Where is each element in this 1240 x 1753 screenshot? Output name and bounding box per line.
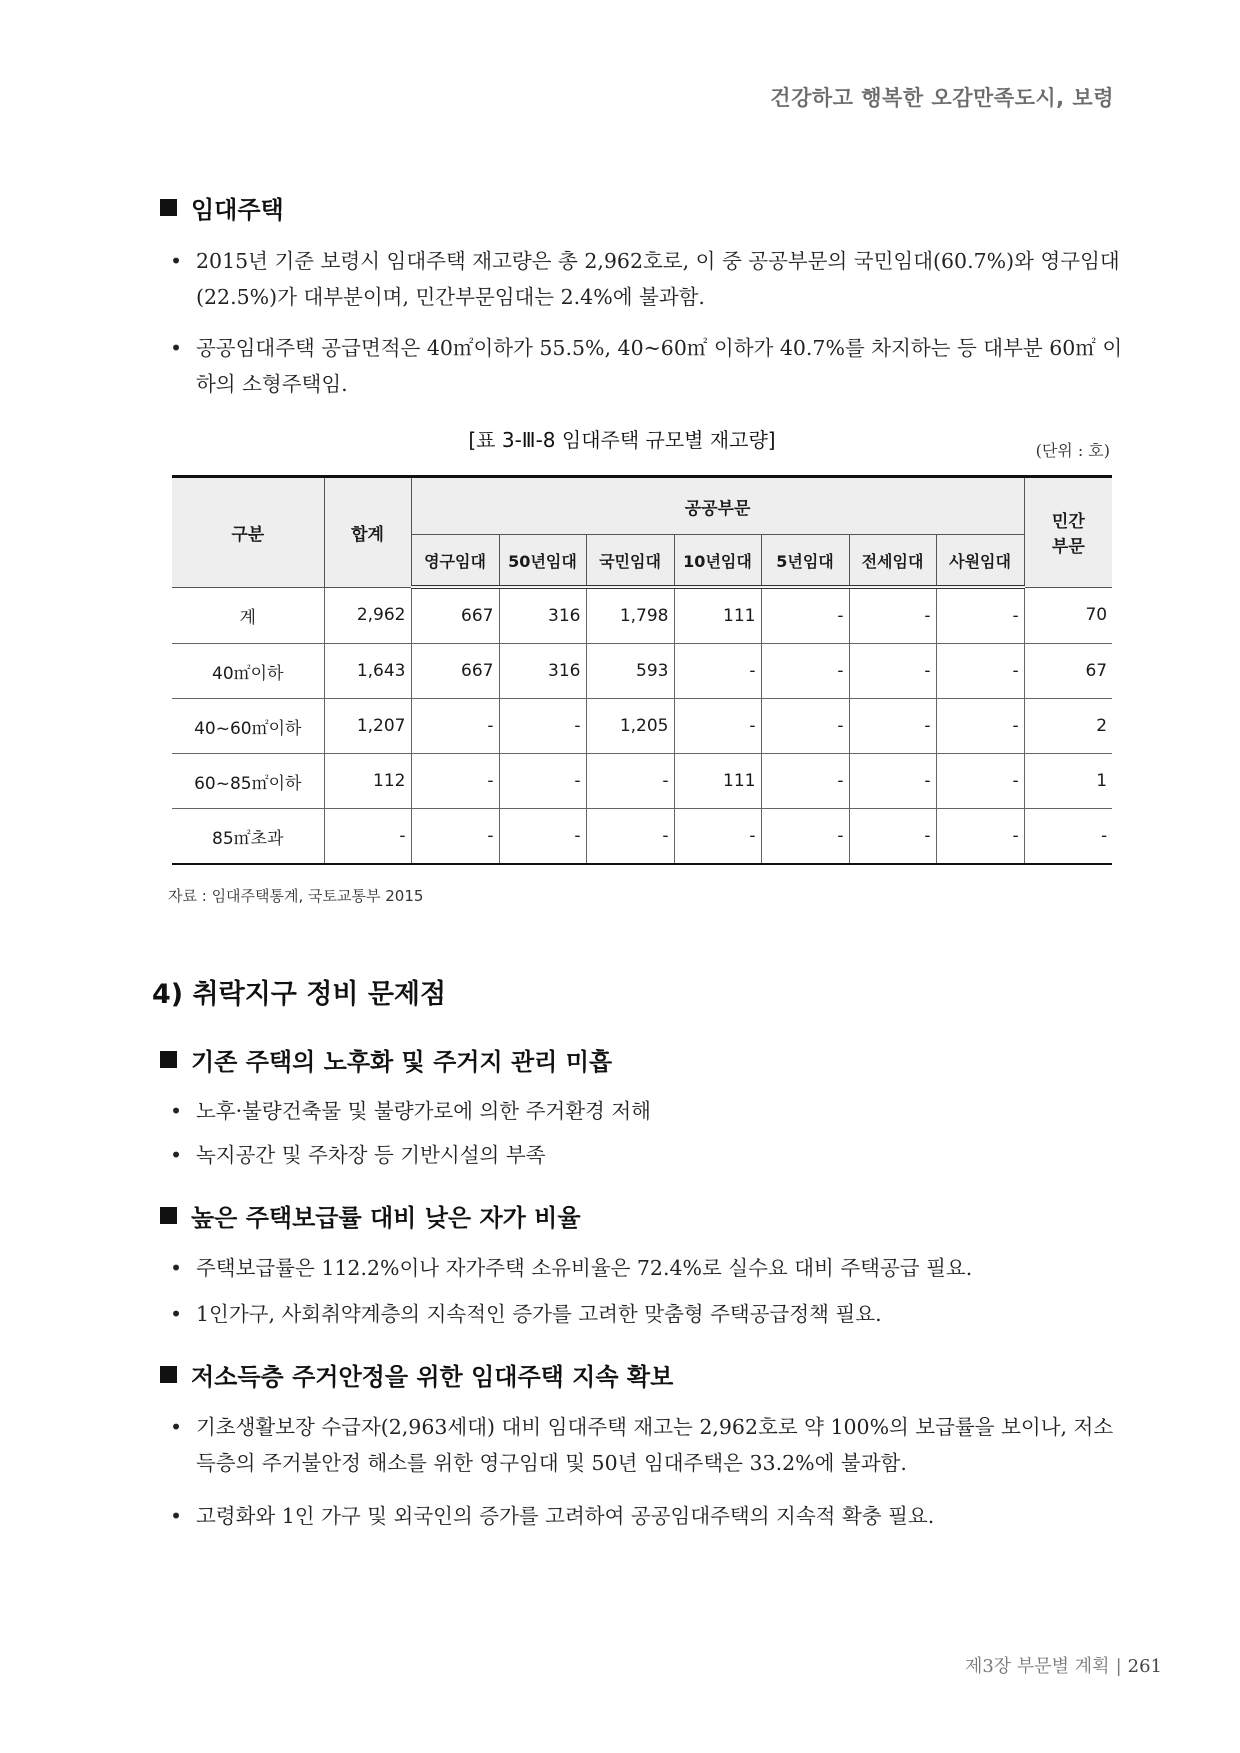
- table-cell: -: [1024, 809, 1112, 865]
- square-bullet-icon: [160, 199, 177, 216]
- section-heading-aging-housing: [160, 1042, 612, 1077]
- bullet-item: [170, 1498, 1130, 1534]
- table-row: [172, 699, 1112, 754]
- table-cell: -: [761, 587, 849, 644]
- table-cell: -: [936, 699, 1024, 754]
- table-cell: 67: [1024, 644, 1112, 699]
- table-cell: -: [586, 754, 674, 809]
- bullet-dot-icon: •: [170, 1302, 183, 1326]
- bullet-item: [170, 1137, 1130, 1173]
- table-cell: -: [849, 699, 936, 754]
- bullet-text: 기초생활보장 수급자(2,963세대) 대비 임대주택 재고는 2,962호로 약 100%의 보급률을 보이나, 저소득층의 주거불안정 해소를 위한 영구임대 및 50년 임대주택은 33.2%에 불과함.: [196, 1415, 1114, 1475]
- table-cell: 1,643: [324, 644, 411, 699]
- table-cell: 1: [1024, 754, 1112, 809]
- table-cell: 1,205: [586, 699, 674, 754]
- table-cell: 316: [499, 644, 586, 699]
- section-heading-ownership-rate: [160, 1198, 581, 1233]
- section-heading-text: 임대주택: [191, 196, 284, 224]
- bullet-dot-icon: •: [170, 336, 183, 360]
- footer-chapter: 제3장 부문별 계획: [964, 1656, 1110, 1677]
- header-private: 민간 부문: [1024, 477, 1112, 588]
- table-cell: -: [936, 809, 1024, 865]
- table-row: [172, 644, 1112, 699]
- table-cell: -: [849, 644, 936, 699]
- table-cell: -: [674, 809, 761, 865]
- bullet-dot-icon: •: [170, 1415, 183, 1439]
- row-label: 60~85㎡이하: [172, 754, 324, 809]
- table-cell: 70: [1024, 587, 1112, 644]
- table-cell: -: [761, 754, 849, 809]
- bullet-text: 공공임대주택 공급면적은 40㎡이하가 55.5%, 40~60㎡ 이하가 40.7%를 차지하는 등 대부분 60㎡ 이하의 소형주택임.: [196, 336, 1123, 396]
- table-row: [172, 754, 1112, 809]
- page-number: 261: [1127, 1656, 1162, 1677]
- table-cell: 111: [674, 587, 761, 644]
- bullet-dot-icon: •: [170, 1099, 183, 1123]
- table-cell: 667: [411, 644, 499, 699]
- bullet-item: [170, 1296, 1130, 1332]
- bullet-dot-icon: •: [170, 249, 183, 273]
- bullet-item: [170, 330, 1130, 402]
- header-public-sub: 국민임대: [586, 535, 674, 588]
- table-cell: -: [674, 699, 761, 754]
- table-cell: 1,207: [324, 699, 411, 754]
- bullet-text: 녹지공간 및 주차장 등 기반시설의 부족: [196, 1143, 546, 1167]
- table-body: [172, 587, 1112, 864]
- table-cell: 316: [499, 587, 586, 644]
- header-public: 공공부문: [411, 477, 1024, 535]
- bullet-text: 1인가구, 사회취약계층의 지속적인 증가를 고려한 맞춤형 주택공급정책 필요.: [196, 1302, 882, 1326]
- footer-separator: |: [1115, 1656, 1122, 1677]
- section-heading-rental-housing: [160, 190, 284, 225]
- bullet-text: 고령화와 1인 가구 및 외국인의 증가를 고려하여 공공임대주택의 지속적 확충 필요.: [196, 1504, 935, 1528]
- table-cell: -: [674, 644, 761, 699]
- bullet-item: [170, 1250, 1130, 1286]
- header-public-sub: 10년임대: [674, 535, 761, 588]
- table-cell: -: [411, 699, 499, 754]
- table-cell: -: [411, 809, 499, 865]
- header-public-sub: 50년임대: [499, 535, 586, 588]
- rental-housing-table: [172, 475, 1112, 865]
- table-row: [172, 809, 1112, 865]
- table-cell: 2: [1024, 699, 1112, 754]
- header-public-sub: 5년임대: [761, 535, 849, 588]
- section-heading-text: 높은 주택보급률 대비 낮은 자가 비율: [191, 1204, 581, 1232]
- running-header: 건강하고 행복한 오감만족도시, 보령: [770, 86, 1114, 110]
- table-cell: -: [849, 754, 936, 809]
- bullet-item: [170, 243, 1130, 315]
- table-cell: 593: [586, 644, 674, 699]
- bullet-dot-icon: •: [170, 1256, 183, 1280]
- table-cell: 667: [411, 587, 499, 644]
- table-cell: -: [411, 754, 499, 809]
- table-cell: -: [761, 699, 849, 754]
- row-label: 40~60㎡이하: [172, 699, 324, 754]
- header-total: 합계: [324, 477, 411, 588]
- table-cell: -: [936, 587, 1024, 644]
- section-heading-text: 저소득층 주거안정을 위한 임대주택 지속 확보: [191, 1363, 674, 1391]
- bullet-item: [170, 1409, 1130, 1481]
- bullet-dot-icon: •: [170, 1143, 183, 1167]
- table-cell: 111: [674, 754, 761, 809]
- bullet-text: 주택보급률은 112.2%이나 자가주택 소유비율은 72.4%로 실수요 대비 주택공급 필요.: [196, 1256, 973, 1280]
- table-cell: -: [761, 809, 849, 865]
- header-public-sub: 전세임대: [849, 535, 936, 588]
- table-cell: -: [849, 587, 936, 644]
- table-cell: 1,798: [586, 587, 674, 644]
- header-category: 구분: [172, 477, 324, 588]
- row-label: 계: [172, 587, 324, 644]
- table-cell: -: [761, 644, 849, 699]
- table-cell: -: [499, 809, 586, 865]
- table-cell: -: [499, 699, 586, 754]
- section-heading-low-income-rental: [160, 1357, 673, 1392]
- square-bullet-icon: [160, 1207, 177, 1224]
- table-source: 자료 : 임대주택통계, 국토교통부 2015: [168, 887, 424, 905]
- header-public-sub: 영구임대: [411, 535, 499, 588]
- table-cell: -: [849, 809, 936, 865]
- square-bullet-icon: [160, 1051, 177, 1068]
- table-row: [172, 587, 1112, 644]
- row-label: 40㎡이하: [172, 644, 324, 699]
- table-caption: [표 3-Ⅲ-8 임대주택 규모별 재고량]: [468, 428, 776, 452]
- subsection-heading: 4) 취락지구 정비 문제점: [152, 979, 447, 1010]
- bullet-text: 2015년 기준 보령시 임대주택 재고량은 총 2,962호로, 이 중 공공부문의 국민임대(60.7%)와 영구임대(22.5%)가 대부분이며, 민간부문임대는 2.4%에 불과함.: [196, 249, 1120, 309]
- table-unit: (단위 : 호): [1035, 441, 1110, 460]
- bullet-dot-icon: •: [170, 1504, 183, 1528]
- row-label: 85㎡초과: [172, 809, 324, 865]
- table-cell: 112: [324, 754, 411, 809]
- bullet-text: 노후·불량건축물 및 불량가로에 의한 주거환경 저해: [196, 1099, 651, 1123]
- table-cell: 2,962: [324, 587, 411, 644]
- page-footer: [965, 1652, 1162, 1678]
- table-cell: -: [499, 754, 586, 809]
- table-cell: -: [936, 754, 1024, 809]
- table-cell: -: [936, 644, 1024, 699]
- header-public-sub: 사원임대: [936, 535, 1024, 588]
- table-cell: -: [324, 809, 411, 865]
- table-cell: -: [586, 809, 674, 865]
- square-bullet-icon: [160, 1366, 177, 1383]
- section-heading-text: 기존 주택의 노후화 및 주거지 관리 미흡: [191, 1048, 613, 1076]
- bullet-item: [170, 1093, 1130, 1129]
